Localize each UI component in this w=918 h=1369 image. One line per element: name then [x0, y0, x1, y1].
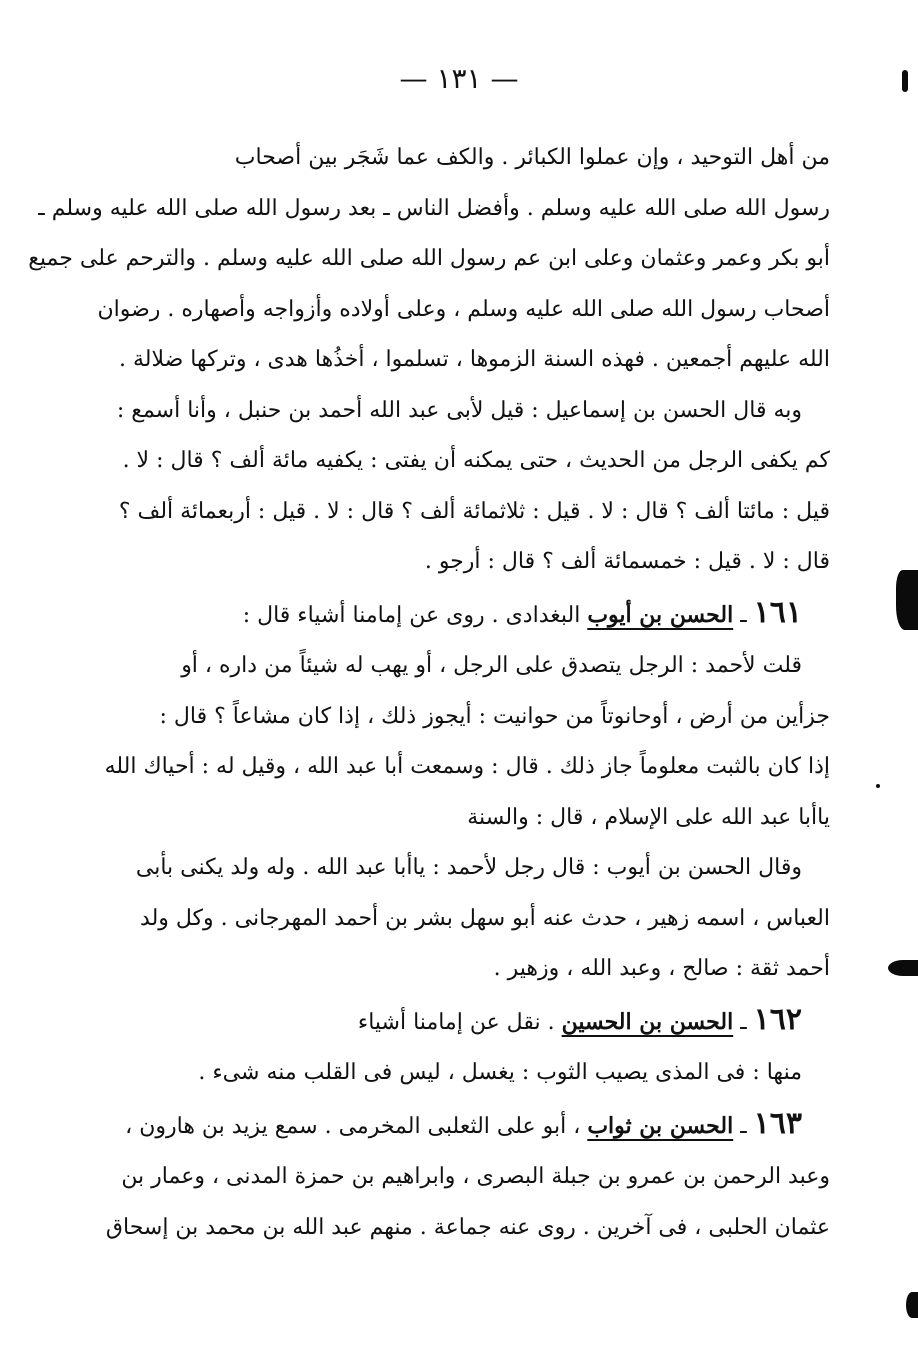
- scan-ink-mark: [902, 70, 908, 92]
- text-line: عثمان الحلبى ، فى آخرين . روى عنه جماعة . منهم عبد الله بن محمد بن إسحاق: [105, 1214, 830, 1240]
- entry-heading-163: ١٦٣ ـ الحسن بن ثواب ، أبو على الثعلبى المخرمى . سمع يزيد بن هارون ،: [125, 1105, 802, 1141]
- text-line: أبو بكر وعمر وعثمان وعلى ابن عم رسول الله صلى الله عليه وسلم . والترحم على جميع: [28, 246, 830, 271]
- entry-description: . نقل عن إمامنا أشياء: [357, 1009, 555, 1035]
- entry-heading-161: ١٦١ ـ الحسن بن أيوب البغدادى . روى عن إمامنا أشياء قال :: [242, 594, 802, 630]
- text-line: الله عليهم أجمعين . فهذه السنة الزموها ، تسلموا ، أخذُها هدى ، وتركها ضلالة .: [118, 347, 830, 372]
- page-number: — ١٣١ —: [399, 62, 519, 95]
- paragraph-start-line: منها : فى المذى يصيب الثوب : يغسل ، ليس فى القلب منه شىء .: [198, 1060, 802, 1085]
- text-line: أحمد ثقة : صالح ، وعبد الله ، وزهير .: [493, 956, 830, 981]
- text-line: إذا كان بالثبت معلوماً جاز ذلك . قال : وسمعت أبا عبد الله ، وقيل له : أحياك الله: [104, 754, 830, 779]
- entry-description: البغدادى . روى عن إمامنا أشياء قال :: [242, 602, 581, 628]
- text-line: أصحاب رسول الله صلى الله عليه وسلم ، وعلى أولاده وأزواجه وأصهاره . رضوان: [97, 296, 830, 322]
- text-line: قيل : مائتا ألف ؟ قال : لا . قيل : ثلاثمائة ألف ؟ قال : لا . قيل : أربعمائة ألف ؟: [118, 498, 830, 524]
- entry-name: الحسن بن أيوب: [587, 601, 734, 628]
- text-line: وعبد الرحمن بن عمرو بن جبلة البصرى ، وابراهيم بن حمزة المدنى ، وعمار بن: [121, 1164, 830, 1189]
- entry-heading-162: ١٦٢ ـ الحسن بن الحسين . نقل عن إمامنا أشياء: [357, 1001, 802, 1037]
- text-line: رسول الله صلى الله عليه وسلم . وأفضل الناس ـ بعد رسول الله صلى الله عليه وسلم ـ: [38, 195, 830, 221]
- text-line: العباس ، اسمه زهير ، حدث عنه أبو سهل بشر بن أحمد المهرجانى . وكل ولد: [140, 905, 830, 931]
- scan-dust-mark: [876, 784, 880, 788]
- page-body-text: [28, 133, 830, 1253]
- paragraph-start-line: وقال الحسن بن أيوب : قال رجل لأحمد : ياأبا عبد الله . وله ولد يكنى بأبى: [135, 855, 802, 880]
- entry-number: ١٦٣: [753, 1105, 802, 1141]
- entry-description: ، أبو على الثعلبى المخرمى . سمع يزيد بن هارون ،: [125, 1113, 581, 1139]
- text-line: كم يكفى الرجل من الحديث ، حتى يمكنه أن يفتى : يكفيه مائة ألف ؟ قال : لا .: [122, 448, 830, 473]
- entry-name: الحسن بن ثواب: [587, 1112, 734, 1139]
- entry-name: الحسن بن الحسين: [561, 1008, 734, 1035]
- scan-ink-mark: [896, 570, 918, 630]
- text-line: من أهل التوحيد ، وإن عملوا الكبائر . والكف عما شَجَر بين أصحاب: [234, 145, 830, 170]
- paragraph-start-line: قلت لأحمد : الرجل يتصدق على الرجل ، أو يهب له شيئاً من داره ، أو: [181, 653, 802, 678]
- paragraph-start-line: وبه قال الحسن بن إسماعيل : قيل لأبى عبد الله أحمد بن حنبل ، وأنا أسمع :: [116, 397, 802, 423]
- entry-number: ١٦١: [753, 594, 802, 630]
- text-line: جزأين من أرض ، أوحانوتاً من حوانيت : أيجوز ذلك ، إذا كان مشاعاً ؟ قال :: [159, 703, 830, 729]
- text-line: ياأبا عبد الله على الإسلام ، قال : والسنة: [467, 804, 830, 830]
- scan-ink-mark: [888, 960, 918, 976]
- scan-ink-mark: [906, 1292, 918, 1318]
- entry-number: ١٦٢: [753, 1001, 802, 1037]
- text-line: قال : لا . قيل : خمسمائة ألف ؟ قال : أرجو .: [424, 549, 830, 574]
